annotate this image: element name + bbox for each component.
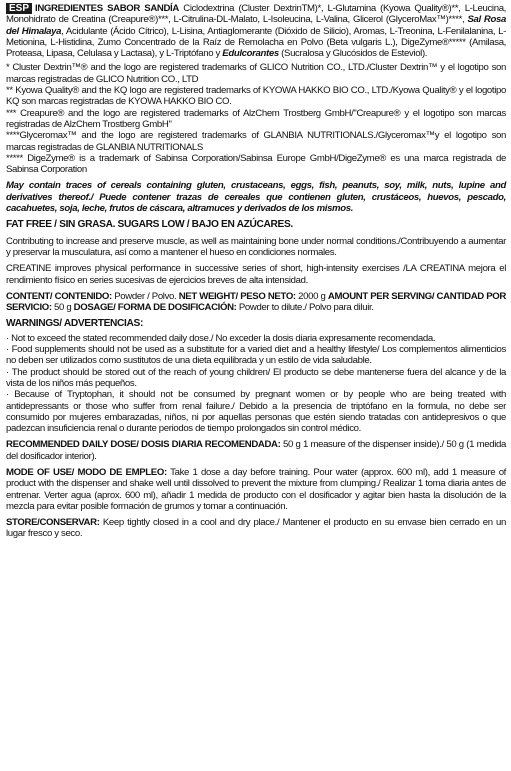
ingredients-salt: Sal Rosa del Himalaya (6, 14, 506, 37)
recommended-dose (6, 439, 506, 462)
ingredients-text-3: (Sucralosa y Glucósidos de Esteviol). (278, 48, 428, 60)
allergen-warning: May contain traces of cereals containing gluten, crustaceans, eggs, fish, peanuts, soy, milk, nuts, lupine and derivatives thereof./ Puede contener trazas de cereales que contienen gluten, crustáceos, huevos, pescado, cacahuetes, soja, leche, frutos de cáscara, altramuces y derivados de los mismos. (6, 180, 506, 215)
dosage-label: DOSAGE/ FORMA DE DOSIFICACIÓN: (73, 302, 237, 314)
creatine-claim: CREATINE improves physical performance in successive series of short, high-intensity exercises /LA CREATINA mejora el rendimiento físico en series sucesivas de ejercicios breves de alta intensidad. (6, 263, 506, 286)
storage-label: STORE/CONSERVAR: (6, 517, 100, 529)
serving-label: AMOUNT PER SERVING/ CANTIDAD POR SERVICIO: (6, 290, 506, 314)
mode-of-use (6, 467, 506, 512)
warning-item: · Not to exceed the stated recommended daily dose./ No exceder la dosis diaria expresamente recomendada. (6, 332, 436, 344)
trademark-note: *** Creapure® and the logo are registered trademarks of AlzChem Trostberg GmbH/"Creapure® y el logotipo son marcas registradas de AlzChem Trostberg GmbH" (6, 107, 506, 130)
warnings-heading: WARNINGS/ ADVERTENCIAS: (6, 318, 144, 330)
fat-free-claim: FAT FREE / SIN GRASA. SUGARS LOW / BAJO EN AZÚCARES. (6, 219, 293, 231)
serving-value: 50 g (51, 302, 74, 314)
trademark-note: ****Glyceromax™ and the logo are registered trademarks of GLANBIA NUTRITIONALS./Glyceromax™y el logotipo son marcas registradas de GLANBIA NUTRITIONALS (6, 130, 506, 153)
content-info (6, 291, 506, 314)
mode-of-use-label: MODE OF USE/ MODO DE EMPLEO: (6, 466, 167, 478)
trademark-note: * Cluster Dextrin™® and the logo are registered trademarks of GLICO Nutrition CO., LTD./Cluster Dextrin™ y el logotipo son marcas registradas de GLICO Nutrition CO., LTD (6, 62, 506, 85)
trademark-note: ** Kyowa Quality® and the KQ logo are registered trademarks of KYOWA HAKKO BIO CO., LTD./Kyowa Quality® y el logotipo KQ son marcas registradas de KYOWA HAKKO BIO CO. (6, 85, 506, 108)
ingredients-title: INGREDIENTES SABOR SANDÍA (35, 3, 179, 14)
trademarks-block (6, 62, 506, 175)
ingredients-paragraph (6, 3, 506, 59)
ingredients-text-2: , Acidulante (Ácido Cítrico), L-Lisina, Antiaglomerante (Dióxido de Silicio), Aromas, L-Treonina, L-Fenilalanina, L-Metionina, L-Histidina, Zumo Concentrado de la Raíz de Remolacha en Polvo (Beta vulgaris L.), DigeZyme®***** (Amilasa, Proteasa, Lipasa, Celulasa y Lactasa), y L-Triptófano y (6, 25, 506, 60)
language-badge: ESP (6, 3, 32, 14)
content-label: CONTENT/ CONTENIDO: (6, 290, 112, 302)
recommended-dose-value: 50 g 1 measure of the dispenser inside)./ 50 g (1 medida del dosificador interior). (6, 439, 507, 462)
warning-item: · The product should be stored out of the reach of young children/ El producto se debe mantenerse fuera del alcance y de la vista de los niños más pequeños. (6, 366, 506, 389)
warning-item: · Food supplements should not be used as a substitute for a varied diet and a healthy lifestyle/ Los complementos alimenticios no deben ser utilizados como sustitutos de una dieta equilibrada y un estilo de vida saludable. (6, 344, 506, 367)
mode-of-use-value: Take 1 dose a day before training. Pour water (approx. 600 ml), add 1 measure of product with the dispenser and shake well until dissolved to prevent the mixture from clumping./ Realizar 1 toma diaria antes de entrenar. Verter agua (aprox. 600 ml), añadir 1 medida de producto con el dosificador y agitar bien hasta la disolución de la mezcla para evitar posible formación de grumos y tomar a continuación. (6, 466, 506, 512)
content-value: Powder / Polvo. (111, 290, 179, 302)
warning-item: · Because of Tryptophan, it should not be consumed by pregnant women or by people who are being treated with antidepressants or those who suffer from renal failure./ Debido a la presencia de triptófano en la formula, no debe ser consumido por mujeres embarazadas, niños, ni por aquellas personas que estén siendo tratadas con antidepresivos o que padezcan insuficiencia renal o durante periodos de tiempo prolongados sin control médico. (6, 389, 506, 435)
dosage-value: Powder to dilute./ Polvo para diluir. (236, 302, 374, 314)
trademark-note: ***** DigeZyme® is a trademark of Sabinsa Corporation/Sabinsa Europe GmbH/DigeZyme® es una marca registrada de Sabinsa Corporation (6, 152, 506, 176)
ingredients-text-1: Ciclodextrina (Cluster DextrinTM)*, L-Glutamina (Kyowa Quality®)**, L-Leucina, Monohidrato de Creatina (Creapure®)***, L-Citrulina-DL-Malato, L-Isoleucina, L-Valina, Glicerol (GlyceroMax™)****, (6, 3, 507, 26)
net-weight-label: NET WEIGHT/ PESO NETO: (178, 290, 296, 302)
muscle-claim: Contributing to increase and preserve muscle, as well as maintaining bone under normal conditions./Contribuyendo a aumentar y preservar la musculatura, así como a mantener el hueso en condiciones normales. (6, 235, 506, 258)
ingredients-sweeteners: Edulcorantes (222, 48, 279, 60)
storage-value: Keep tightly closed in a cool and dry place./ Mantener el producto en su envase bien cerrado en un lugar fresco y seco. (6, 517, 506, 540)
recommended-dose-label: RECOMMENDED DAILY DOSE/ DOSIS DIARIA RECOMENDADA: (6, 439, 281, 451)
net-weight-value: 2000 g (295, 290, 328, 302)
storage (6, 517, 506, 540)
